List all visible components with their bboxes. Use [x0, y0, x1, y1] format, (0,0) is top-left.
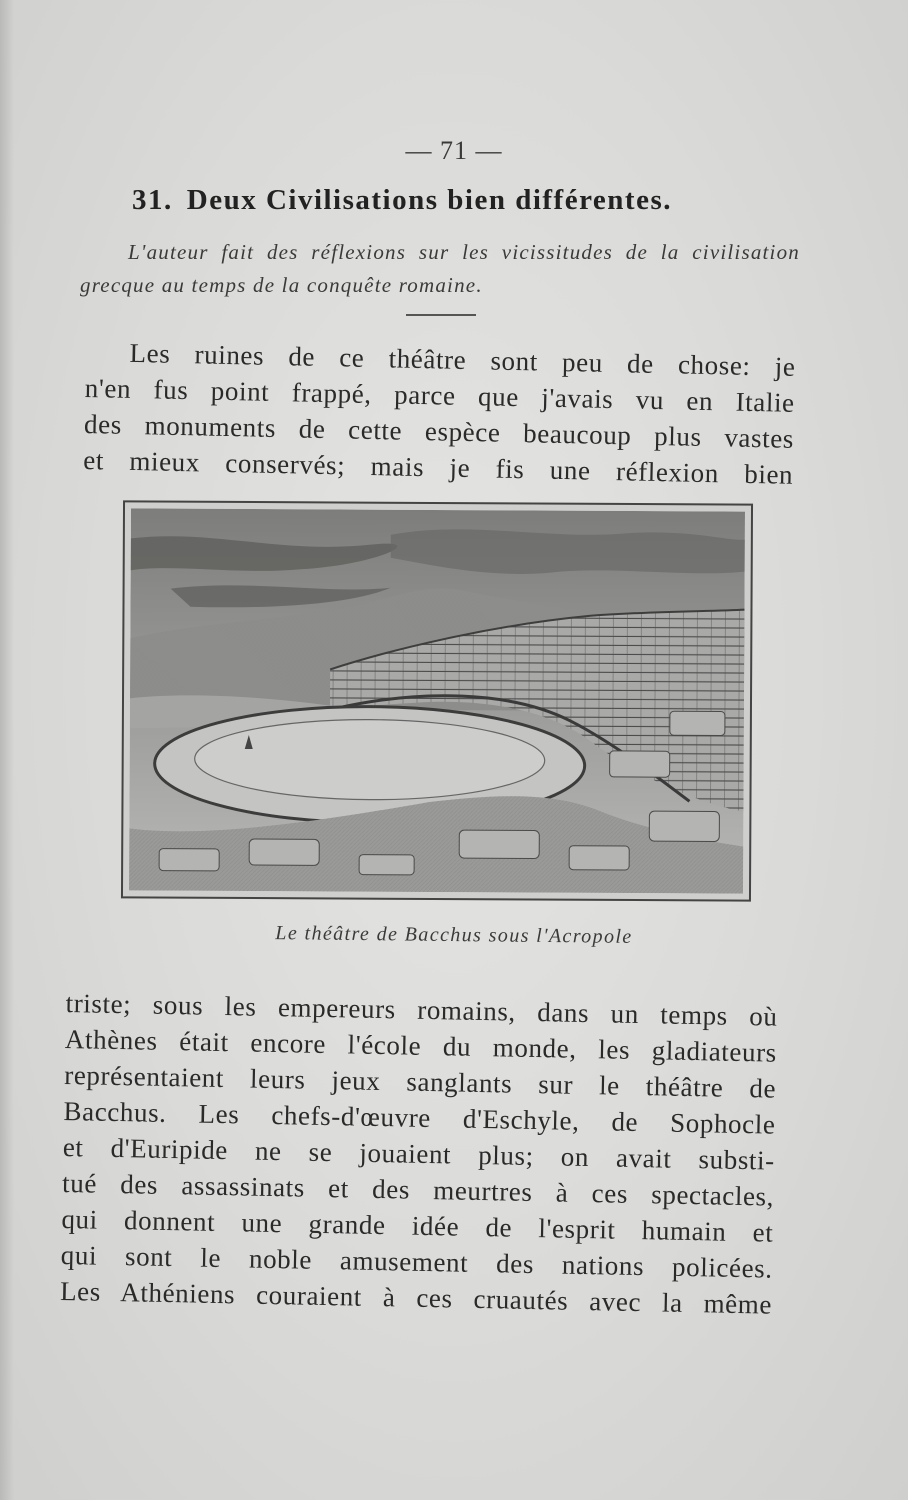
text-line: triste; sous les empereurs romains, dans un temps où — [65, 987, 778, 1032]
figure-frame — [121, 500, 753, 901]
page-number: — 71 — — [405, 136, 503, 165]
chapter-heading — [132, 184, 772, 217]
text-line: n'en fus point frappé, parce que j'avais vu en Italie — [84, 372, 796, 418]
chapter-number: 31. — [132, 184, 173, 216]
text-line: Les Athéniens couraient à ces cruautés avec la même — [59, 1275, 773, 1320]
chapter-intro: L'auteur fait des réflexions sur les vicissitudes de la civilisation grecque au temps de la conquête romaine. — [80, 240, 800, 297]
figure-caption: Le théâtre de Bacchus sous l'Acropole — [275, 922, 633, 948]
text-line: qui sont le noble amusement des nations policées. — [60, 1239, 773, 1284]
text-line: des monuments de cette espèce beaucoup plus vastes — [83, 408, 795, 454]
text-line: qui donnent une grande idée de l'esprit humain et — [61, 1203, 774, 1248]
text-line: Athènes était encore l'école du monde, les gladiateurs — [64, 1023, 778, 1068]
text-line: Bacchus. Les chefs-d'œuvre d'Eschyle, de Sophocle — [63, 1095, 776, 1140]
chapter-title: Deux Civilisations bien différentes. — [186, 184, 672, 216]
text-line: et d'Euripide ne se jouaient plus; on avait substi- — [62, 1131, 776, 1176]
section-divider — [406, 314, 476, 316]
text-line: tué des assassinats et des meurtres à ces spectacles, — [61, 1167, 775, 1212]
text-line: et mieux conservés; mais je fis une réflexion bien — [83, 444, 794, 490]
text-line: représentaient leurs jeux sanglants sur le théâtre de — [63, 1059, 777, 1104]
paragraph-1 — [83, 334, 796, 493]
paragraph-2 — [60, 985, 778, 1323]
page-edge-shadow — [0, 0, 14, 1500]
text-line: Les ruines de ce théâtre sont peu de chose: je — [129, 337, 796, 382]
theatre-engraving-icon — [129, 508, 745, 893]
